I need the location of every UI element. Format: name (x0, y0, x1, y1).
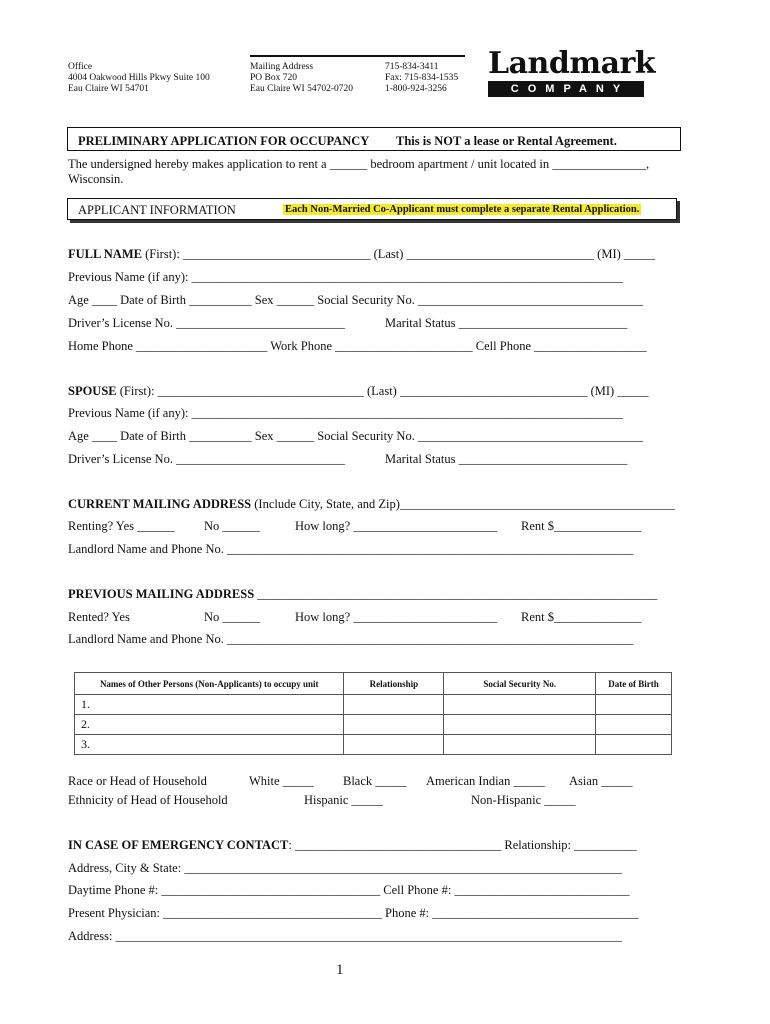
intro-line-1: The undersigned hereby makes application to rent a ______ bedroom apartment / unit located in _______________, (68, 157, 650, 171)
renting-yes-field[interactable]: Renting? Yes ______ (68, 519, 175, 533)
applicant-info-heading: APPLICANT INFORMATION (78, 203, 236, 217)
race-american-indian-field[interactable]: American Indian _____ (426, 774, 545, 788)
previous-address-field[interactable] (68, 587, 657, 601)
phone-fax: Fax: 715-834-1535 (385, 73, 459, 83)
current-address-field[interactable] (68, 497, 675, 511)
previous-address-label: PREVIOUS MAILING ADDRESS (68, 587, 255, 601)
spouse-name-field[interactable] (68, 384, 649, 398)
ssn-cell[interactable] (444, 695, 596, 715)
race-black-field[interactable]: Black _____ (343, 774, 407, 788)
table-row (75, 715, 672, 735)
ssn-cell[interactable] (444, 715, 596, 735)
ethnicity-label: Ethnicity of Head of Household (68, 793, 228, 807)
col-header-ssn: Social Security No. (444, 673, 596, 695)
previous-address-blanks: ________________________________________________________________ (254, 587, 658, 601)
table-row (75, 735, 672, 755)
phone-numbers (385, 62, 458, 95)
current-rent-field[interactable]: Rent $______________ (521, 519, 642, 533)
applicant-info-bar (67, 198, 677, 220)
marital-status-field[interactable]: Marital Status ___________________________ (385, 316, 628, 330)
ssn-cell[interactable] (444, 735, 596, 755)
office-address (68, 62, 210, 95)
table-row (75, 695, 672, 715)
emergency-contact-field[interactable] (68, 838, 637, 852)
spouse-drivers-license-field[interactable]: Driver’s License No. ___________________________ (68, 452, 345, 466)
intro-line-2: Wisconsin. (68, 172, 124, 186)
mailing-address (250, 62, 353, 95)
full-name-label: FULL NAME (68, 247, 142, 261)
mailing-box: PO Box 720 (250, 73, 297, 83)
current-address-blanks: (Include City, State, and Zip)____________________________________________ (251, 497, 675, 511)
person-name-cell[interactable]: 3. (75, 735, 344, 755)
dob-cell[interactable] (596, 735, 672, 755)
company-logo-wordmark: Landmark (488, 46, 656, 81)
dob-cell[interactable] (596, 715, 672, 735)
title-bar (67, 127, 681, 151)
age-dob-ssn-field[interactable]: Age ____ Date of Birth __________ Sex ______ Social Security No. ____________________________________ (68, 293, 643, 307)
previous-how-long-field[interactable]: How long? _______________________ (295, 610, 498, 624)
emergency-phone-field[interactable]: Daytime Phone #: ___________________________________ Cell Phone #: ____________________________ (68, 883, 630, 897)
current-how-long-field[interactable]: How long? _______________________ (295, 519, 498, 533)
spouse-name-blanks: (First): _________________________________ (Last) ______________________________ (MI) _____ (116, 384, 649, 398)
dob-cell[interactable] (596, 695, 672, 715)
emergency-address-field[interactable]: Address, City & State: ______________________________________________________________________ (68, 861, 622, 875)
emergency-contact-blanks: : _________________________________ Relationship: __________ (288, 838, 637, 852)
col-header-relationship: Relationship (344, 673, 444, 695)
header-rule (250, 55, 465, 57)
full-name-field[interactable] (68, 247, 655, 261)
relationship-cell[interactable] (344, 695, 444, 715)
rented-no-field[interactable]: No ______ (204, 610, 260, 624)
spouse-label: SPOUSE (68, 384, 117, 398)
race-label: Race or Head of Household (68, 774, 207, 788)
person-name-cell[interactable]: 2. (75, 715, 344, 735)
office-city: Eau Claire WI 54701 (68, 84, 149, 94)
other-persons-table (74, 672, 672, 755)
relationship-cell[interactable] (344, 735, 444, 755)
person-name-cell[interactable]: 1. (75, 695, 344, 715)
previous-rent-field[interactable]: Rent $______________ (521, 610, 642, 624)
spouse-marital-status-field[interactable]: Marital Status ___________________________ (385, 452, 628, 466)
rented-yes-field[interactable]: Rented? Yes (68, 610, 130, 624)
table-header-row (75, 673, 672, 695)
phone-main: 715-834-3411 (385, 62, 439, 72)
drivers-license-field[interactable]: Driver’s License No. ___________________________ (68, 316, 345, 330)
previous-landlord-field[interactable]: Landlord Name and Phone No. _________________________________________________________________ (68, 632, 634, 646)
race-white-field[interactable]: White _____ (249, 774, 314, 788)
phone-tollfree: 1-800-924-3256 (385, 84, 447, 94)
office-label: Office (68, 62, 93, 72)
physician-field[interactable]: Present Physician: ___________________________________ Phone #: _________________________________ (68, 906, 639, 920)
office-street: 4004 Oakwood Hills Pkwy Suite 100 (68, 73, 210, 83)
form-title: PRELIMINARY APPLICATION FOR OCCUPANCY (78, 134, 370, 148)
current-landlord-field[interactable]: Landlord Name and Phone No. _________________________________________________________________ (68, 542, 634, 556)
spouse-previous-name-field[interactable]: Previous Name (if any): _____________________________________________________________________ (68, 406, 623, 420)
full-name-blanks: (First): ______________________________ (Last) ______________________________ (MI) _____ (141, 247, 656, 261)
col-header-dob: Date of Birth (596, 673, 672, 695)
relationship-cell[interactable] (344, 715, 444, 735)
co-applicant-note: Each Non-Married Co-Applicant must complete a separate Rental Application. (285, 204, 640, 215)
page-number: 1 (336, 962, 344, 978)
spouse-age-dob-ssn-field[interactable]: Age ____ Date of Birth __________ Sex ______ Social Security No. ____________________________________ (68, 429, 643, 443)
race-asian-field[interactable]: Asian _____ (569, 774, 633, 788)
mailing-label: Mailing Address (250, 62, 314, 72)
mailing-city: Eau Claire WI 54702-0720 (250, 84, 353, 94)
current-address-label: CURRENT MAILING ADDRESS (68, 497, 252, 511)
physician-address-field[interactable]: Address: _________________________________________________________________________________ (68, 929, 622, 943)
renting-no-field[interactable]: No ______ (204, 519, 260, 533)
previous-name-field[interactable]: Previous Name (if any): _____________________________________________________________________ (68, 270, 623, 284)
col-header-names: Names of Other Persons (Non-Applicants) to occupy unit (75, 673, 344, 695)
emergency-contact-label: IN CASE OF EMERGENCY CONTACT (68, 838, 289, 852)
phone-fields[interactable]: Home Phone _____________________ Work Phone ______________________ Cell Phone __________________ (68, 339, 647, 353)
company-logo-bar: COMPANY (488, 81, 644, 97)
lease-disclaimer: This is NOT a lease or Rental Agreement. (396, 134, 617, 148)
ethnicity-non-hispanic-field[interactable]: Non-Hispanic _____ (471, 793, 576, 807)
ethnicity-hispanic-field[interactable]: Hispanic _____ (304, 793, 383, 807)
